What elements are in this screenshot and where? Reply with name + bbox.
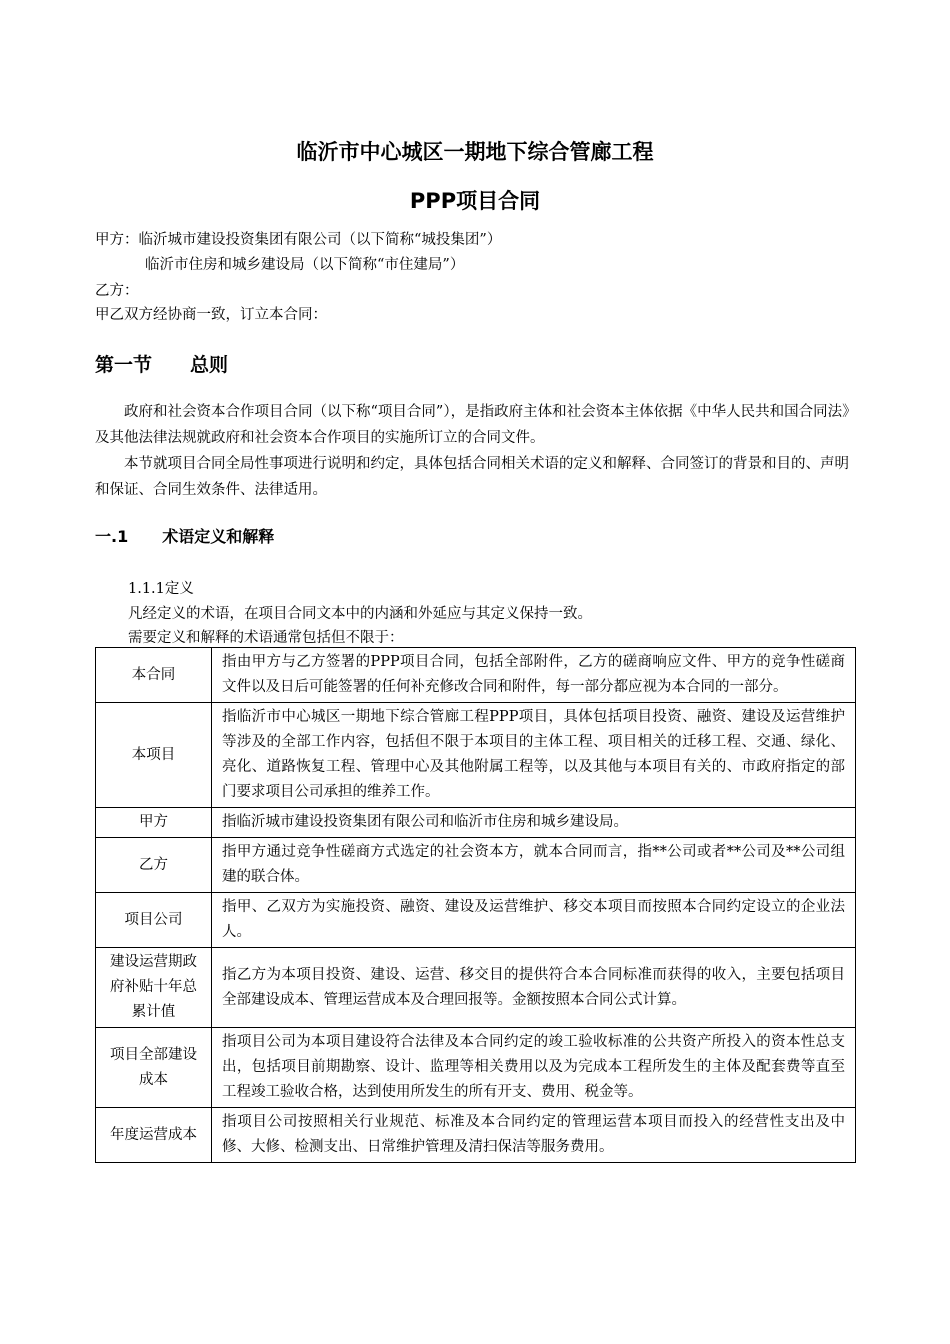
table-row (96, 838, 856, 893)
agreement-line: 甲乙双方经协商一致，订立本合同： (95, 307, 327, 323)
paragraph: 本节就项目合同全局性事项进行说明和约定，具体包括合同相关术语的定义和解释、合同签订的背景和目的、声明和保证、合同生效条件、法律适用。 (95, 456, 849, 498)
definition-cell: 指临沂市中心城区一期地下综合管廊工程PPP项目，具体包括项目投资、融资、建设及运营维护等涉及的全部工作内容，包括但不限于本项目的主体工程、项目相关的迁移工程、交通、绿化、亮化、道路恢复工程、管理中心及其他附属工程等，以及其他与本项目有关的、市政府指定的部门要求项目公司承担的维养工作。 (212, 703, 856, 808)
table-row (96, 703, 856, 808)
section-name: 总则 (190, 354, 229, 376)
clause-text: 凡经定义的术语，在项目合同文本中的内涵和外延应与其定义保持一致。 (128, 606, 592, 622)
table-row (96, 648, 856, 703)
term-cell: 建设运营期政府补贴十年总累计值 (96, 948, 212, 1028)
table-row (96, 808, 856, 838)
table-row (96, 1028, 856, 1108)
section-heading (95, 350, 228, 377)
term-cell: 甲方 (96, 808, 212, 838)
table-row (96, 893, 856, 948)
table-row (96, 948, 856, 1028)
party-b-line: 乙方： (95, 283, 139, 299)
section-number: 第一节 (95, 354, 153, 376)
term-cell: 项目公司 (96, 893, 212, 948)
table-row (96, 1108, 856, 1163)
term-cell: 本项目 (96, 703, 212, 808)
clause-text: 需要定义和解释的术语通常包括但不限于： (128, 630, 404, 646)
term-cell: 项目全部建设成本 (96, 1028, 212, 1108)
definition-cell: 指由甲方与乙方签署的PPP项目合同，包括全部附件，乙方的磋商响应文件、甲方的竞争性磋商文件以及日后可能签署的任何补充修改合同和附件，每一部分都应视为本合同的一部分。 (212, 648, 856, 703)
subsection-number: 一.1 (95, 527, 129, 546)
paragraph: 政府和社会资本合作项目合同（以下称“项目合同”），是指政府主体和社会资本主体依据《中华人民共和国合同法》及其他法律法规就政府和社会资本合作项目的实施所订立的合同文件。 (95, 404, 850, 446)
subsection-name: 术语定义和解释 (162, 527, 275, 546)
definition-cell: 指项目公司按照相关行业规范、标准及本合同约定的管理运营本项目而投入的经营性支出及中修、大修、检测支出、日常维护管理及清扫保洁等服务费用。 (212, 1108, 856, 1163)
definition-cell: 指甲方通过竞争性磋商方式选定的社会资本方，就本合同而言，指**公司或者**公司及**公司组建的联合体。 (212, 838, 856, 893)
definition-cell: 指乙方为本项目投资、建设、运营、移交目的提供符合本合同标准而获得的收入，主要包括项目全部建设成本、管理运营成本及合理回报等。金额按照本合同公式计算。 (212, 948, 856, 1028)
document-title: 临沂市中心城区一期地下综合管廊工程 (296, 140, 654, 164)
subsection-heading (95, 524, 274, 547)
definition-cell: 指甲、乙双方为实施投资、融资、建设及运营维护、移交本项目而按照本合同约定设立的企业法人。 (212, 893, 856, 948)
clause-number: 1.1.1定义 (128, 581, 194, 597)
document-subtitle: PPP项目合同 (409, 189, 541, 213)
definition-cell: 指临沂城市建设投资集团有限公司和临沂市住房和城乡建设局。 (212, 808, 856, 838)
term-cell: 本合同 (96, 648, 212, 703)
definition-cell: 指项目公司为本项目建设符合法律及本合同约定的竣工验收标准的公共资产所投入的资本性总支出，包括项目前期勘察、设计、监理等相关费用以及为完成本工程所发生的主体及配套费等直至工程竣工验收合格，达到使用所发生的所有开支、费用、税金等。 (212, 1028, 856, 1108)
term-cell: 年度运营成本 (96, 1108, 212, 1163)
party-a-line-2: 临沂市住房和城乡建设局（以下简称“市住建局”） (145, 257, 465, 273)
definitions-table (95, 647, 856, 1163)
term-cell: 乙方 (96, 838, 212, 893)
party-a-line: 甲方：临沂城市建设投资集团有限公司（以下简称“城投集团”） (95, 232, 502, 248)
